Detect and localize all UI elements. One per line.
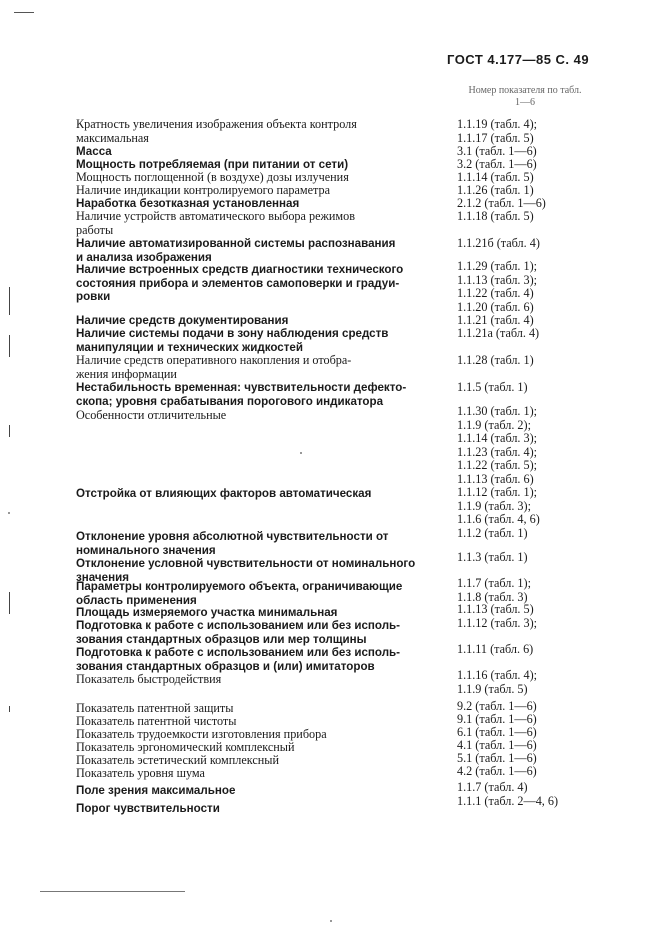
row-label: Параметры контролируемого объекта, ограничивающие область применения bbox=[76, 580, 403, 607]
row-label: Наличие средств оперативного накопления и отобра- жения информации bbox=[76, 353, 352, 381]
row-values: 1.1.12 (табл. 3); bbox=[457, 616, 538, 630]
row-label: Подготовка к работе с использованием или без исполь- зования стандартных образцов или мер толщины bbox=[76, 619, 401, 646]
row-values: 4.1 (табл. 1—6) bbox=[457, 738, 537, 752]
row-label: Мощность поглощенной (в воздухе) дозы излучения bbox=[76, 170, 349, 184]
row-label: Показатель эргономический комплексный bbox=[76, 740, 295, 754]
column-heading-line1: Номер показателя по табл. bbox=[468, 85, 582, 96]
row-values: 3.1 (табл. 1—6) bbox=[457, 144, 537, 158]
row-label: Показатель патентной защиты bbox=[76, 701, 234, 715]
speck bbox=[300, 452, 302, 454]
row-values: 1.1.30 (табл. 1); 1.1.9 (табл. 2); 1.1.14 (табл. 3); 1.1.23 (табл. 4); 1.1.22 (табл. 5); 1.1.13 (табл. 6) bbox=[457, 404, 538, 486]
row-label: Наличие индикации контролируемого параметра bbox=[76, 183, 331, 197]
row-values: 2.1.2 (табл. 1—6) bbox=[457, 196, 546, 210]
speck bbox=[330, 920, 332, 922]
margin-mark bbox=[9, 706, 10, 712]
row-label: Показатель уровня шума bbox=[76, 766, 205, 780]
bottom-rule bbox=[40, 891, 185, 892]
column-heading bbox=[425, 85, 625, 109]
margin-mark bbox=[9, 287, 10, 315]
row-values: 1.1.5 (табл. 1) bbox=[457, 380, 528, 394]
row-label: Показатель трудоемкости изготовления прибора bbox=[76, 727, 327, 741]
row-label: Кратность увеличения изображения объекта контроля максимальная bbox=[76, 117, 357, 145]
row-values: 1.1.12 (табл. 1); 1.1.9 (табл. 3); 1.1.6 (табл. 4, 6) 1.1.2 (табл. 1) bbox=[457, 485, 540, 540]
row-label: Наработка безотказная установленная bbox=[76, 197, 300, 210]
row-values: 6.1 (табл. 1—6) bbox=[457, 725, 537, 739]
row-values: 1.1.3 (табл. 1) bbox=[457, 550, 528, 564]
row-values: 1.1.28 (табл. 1) bbox=[457, 353, 534, 367]
row-label: Отклонение уровня абсолютной чувствительности от номинального значения bbox=[76, 530, 389, 557]
margin-mark bbox=[9, 335, 10, 357]
row-label: Порог чувствительности bbox=[76, 802, 220, 815]
row-values: 1.1.21б (табл. 4) bbox=[457, 236, 540, 250]
row-label: Наличие системы подачи в зону наблюдения средств манипуляции и технических жидкостей bbox=[76, 327, 389, 354]
row-label: Показатель эстетический комплексный bbox=[76, 753, 280, 767]
speck bbox=[8, 512, 10, 514]
row-label: Поле зрения максимальное bbox=[76, 784, 236, 797]
row-values: 3.2 (табл. 1—6) bbox=[457, 157, 537, 171]
row-label: Подготовка к работе с использованием или без исполь- зования стандартных образцов и (или) имитаторов bbox=[76, 646, 401, 673]
row-values: 1.1.16 (табл. 4); 1.1.9 (табл. 5) bbox=[457, 668, 538, 696]
margin-mark bbox=[9, 592, 10, 614]
row-label: Нестабильность временная: чувствительности дефекто- скопа; уровня срабатывания порогового индикатора bbox=[76, 381, 407, 408]
row-label: Наличие встроенных средств диагностики технического состояния прибора и элементов самоповерки и градуи- ровки bbox=[76, 263, 404, 303]
page-title: ГОСТ 4.177—85 С. 49 bbox=[447, 52, 590, 67]
margin-mark bbox=[9, 425, 10, 437]
column-heading-line2: 1—6 bbox=[515, 97, 535, 108]
row-label: Наличие автоматизированной системы распознавания и анализа изображения bbox=[76, 237, 396, 264]
row-label: Особенности отличительные bbox=[76, 408, 227, 422]
row-label: Показатель быстродействия bbox=[76, 672, 222, 686]
row-values: 1.1.13 (табл. 5) bbox=[457, 602, 534, 616]
row-values: 1.1.7 (табл. 4) bbox=[457, 780, 528, 794]
row-label: Отклонение условной чувствительности от номинального значения bbox=[76, 557, 416, 584]
row-values: 1.1.26 (табл. 1) bbox=[457, 183, 534, 197]
row-label: Площадь измеряемого участка минимальная bbox=[76, 606, 338, 619]
row-label: Наличие устройств автоматического выбора режимов работы bbox=[76, 209, 355, 237]
row-label: Мощность потребляемая (при питании от сети) bbox=[76, 158, 349, 171]
row-label: Показатель патентной чистоты bbox=[76, 714, 237, 728]
row-values: 9.2 (табл. 1—6) bbox=[457, 699, 537, 713]
row-label: Отстройка от влияющих факторов автоматическая bbox=[76, 487, 372, 500]
row-values: 1.1.11 (табл. 6) bbox=[457, 642, 534, 656]
row-values: 9.1 (табл. 1—6) bbox=[457, 712, 537, 726]
row-values: 1.1.21а (табл. 4) bbox=[457, 326, 540, 340]
row-label: Наличие средств документирования bbox=[76, 314, 289, 327]
row-values: 1.1.18 (табл. 5) bbox=[457, 209, 534, 223]
row-values: 1.1.21 (табл. 4) bbox=[457, 313, 534, 327]
row-values: 1.1.19 (табл. 4); 1.1.17 (табл. 5) bbox=[457, 117, 538, 145]
row-values: 1.1.29 (табл. 1); 1.1.13 (табл. 3); 1.1.22 (табл. 4) 1.1.20 (табл. 6) bbox=[457, 259, 538, 314]
row-values: 1.1.7 (табл. 1); 1.1.8 (табл. 3) bbox=[457, 576, 531, 604]
row-values: 5.1 (табл. 1—6) bbox=[457, 751, 537, 765]
row-values: 4.2 (табл. 1—6) bbox=[457, 764, 537, 778]
row-values: 1.1.14 (табл. 5) bbox=[457, 170, 534, 184]
row-label: Масса bbox=[76, 145, 112, 158]
top-rule bbox=[14, 12, 34, 13]
row-values: 1.1.1 (табл. 2—4, 6) bbox=[457, 794, 559, 808]
